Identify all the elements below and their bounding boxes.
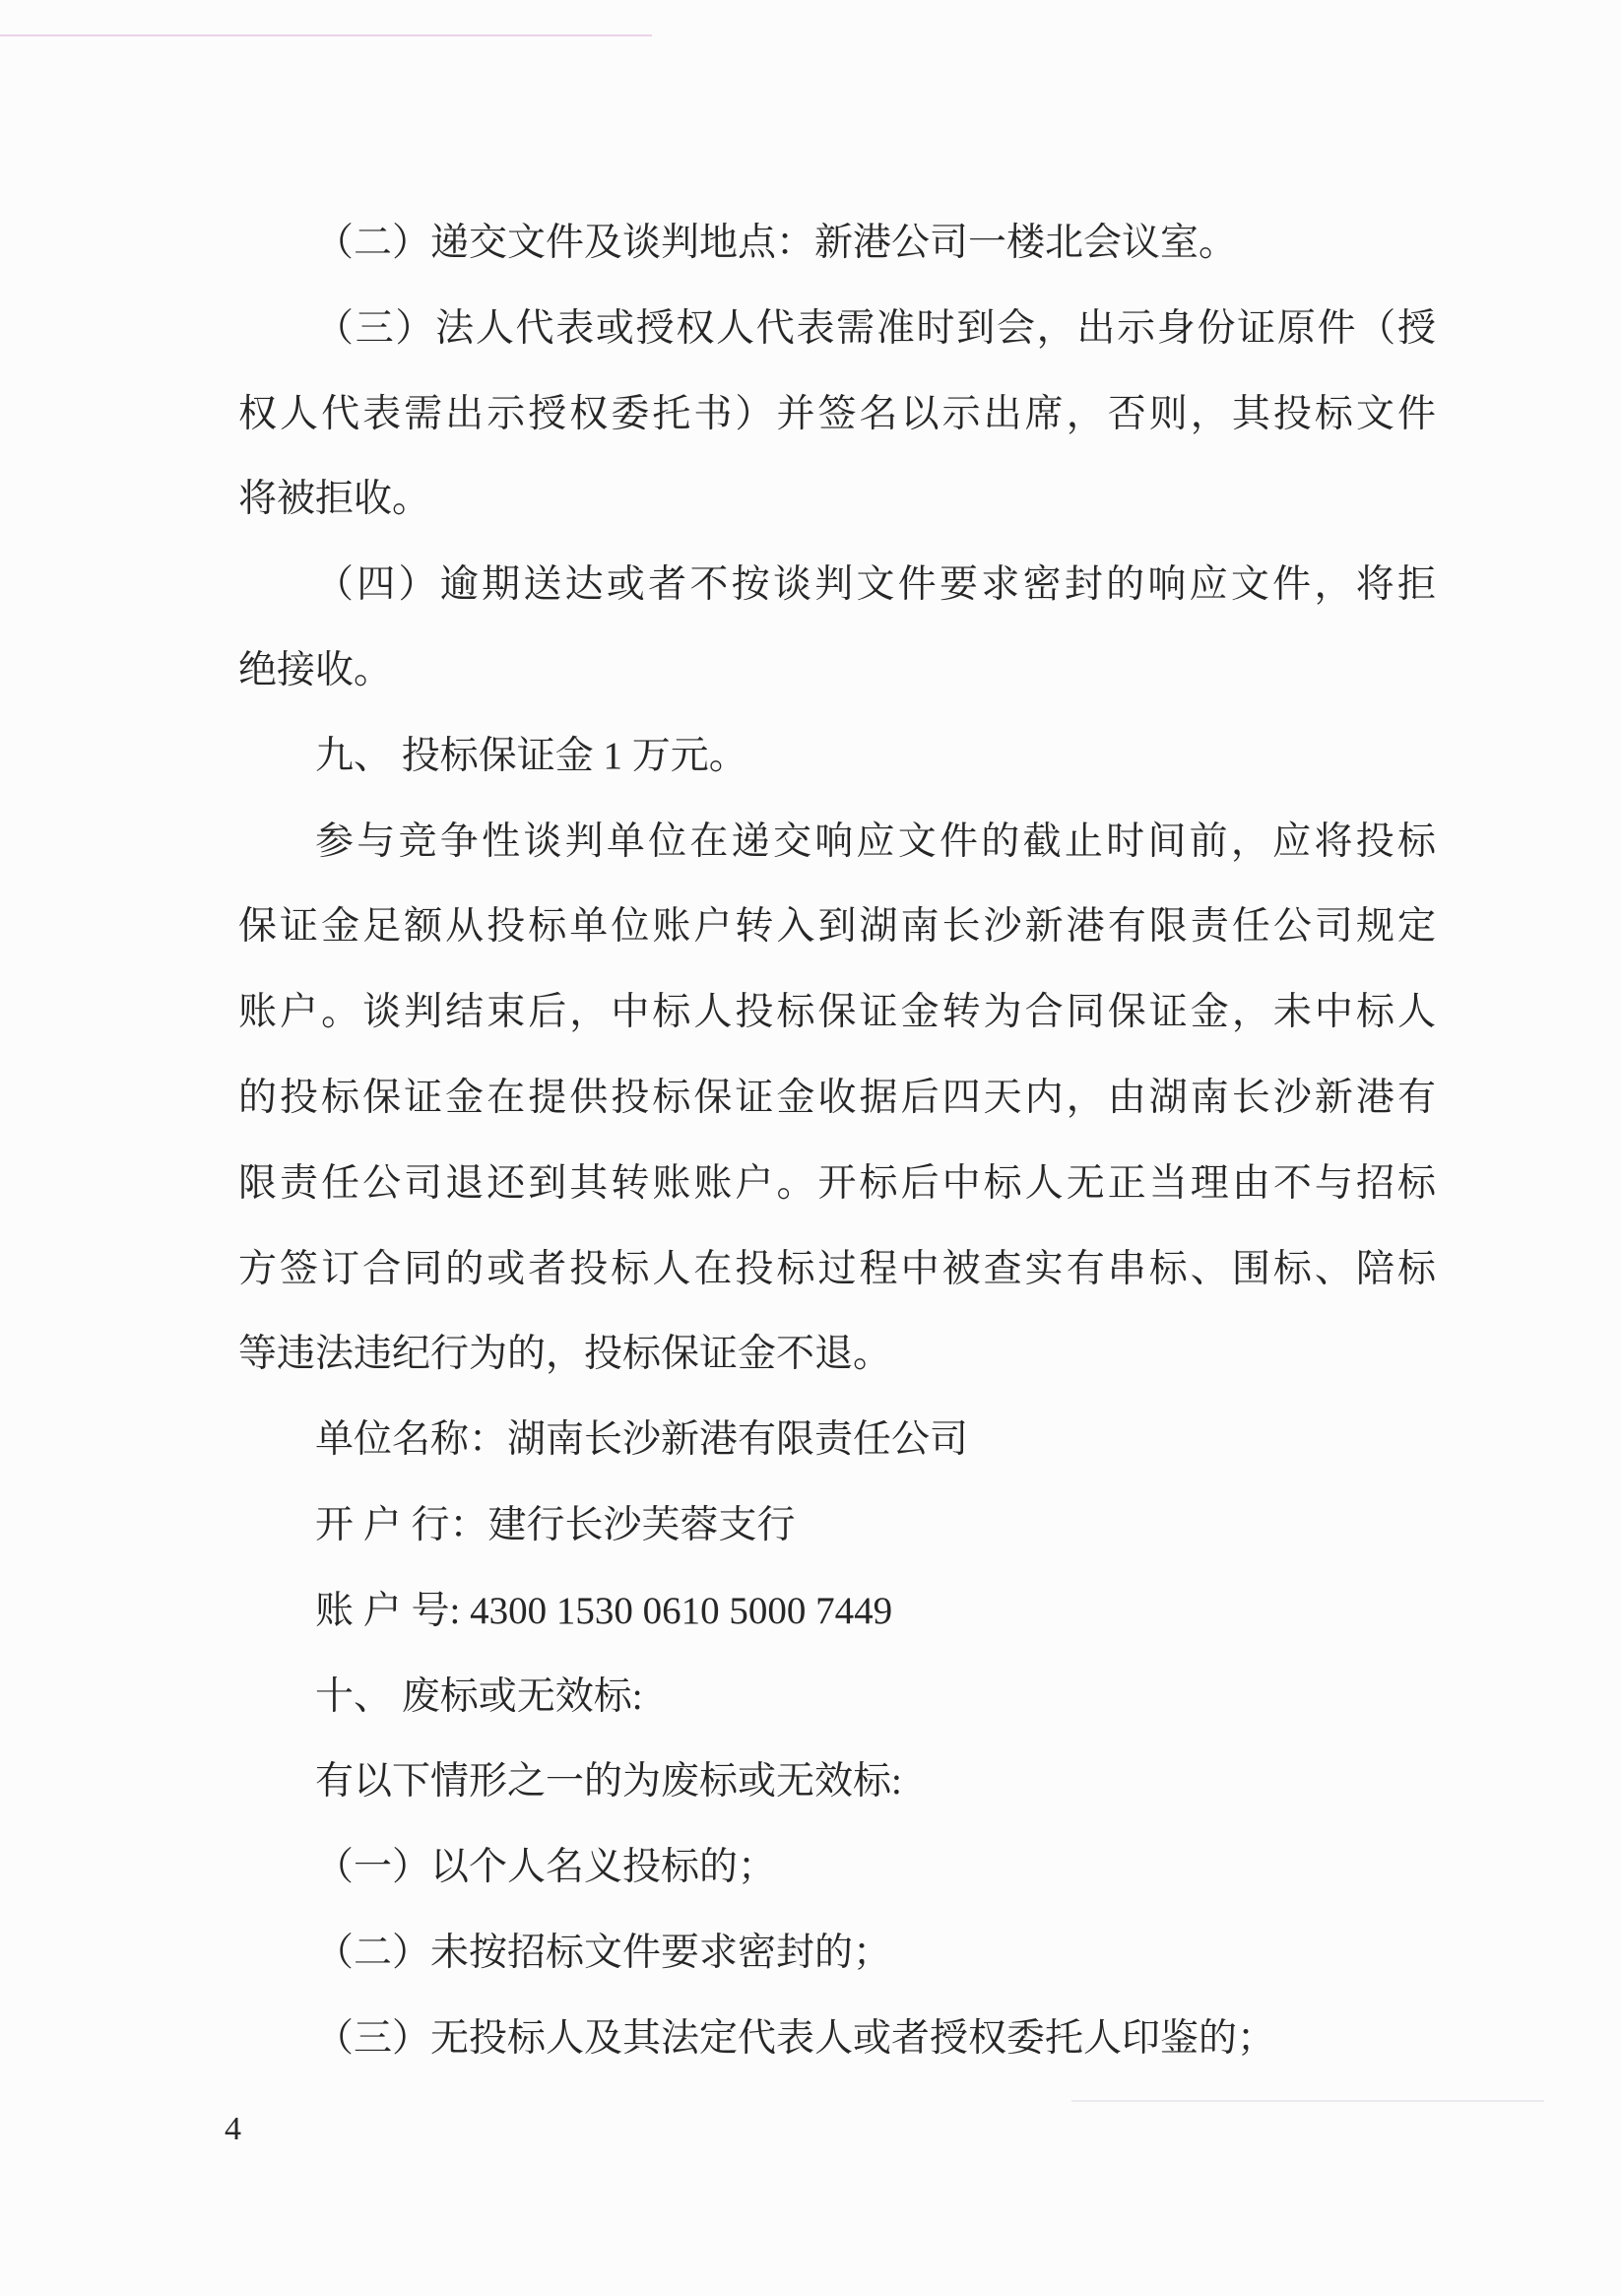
text-line: 参与竞争性谈判单位在递交响应文件的截止时间前，应将投标 xyxy=(315,820,1436,863)
text-line: （三）法人代表或授权人代表需准时到会，出示身份证原件（授 xyxy=(315,306,1436,350)
account-number-line: 账 户 号: 4300 1530 0610 5000 7449 xyxy=(315,1589,893,1632)
text-line: 保证金足额从投标单位账户转入到湖南长沙新港有限责任公司规定 xyxy=(238,905,1436,949)
company-name-line: 单位名称：湖南长沙新港有限责任公司 xyxy=(315,1418,969,1462)
text-line: 等违法违纪行为的，投标保证金不退。 xyxy=(238,1333,892,1376)
section-heading-nine: 九、 投标保证金 1 万元。 xyxy=(315,734,747,777)
list-item: （三）无投标人及其法定代表人或者授权委托人印鉴的； xyxy=(315,2016,1276,2060)
document-body xyxy=(238,201,1436,2082)
text-line: 将被拒收。 xyxy=(238,478,431,521)
scan-artifact-gray-line xyxy=(1071,2100,1544,2102)
text-line: 绝接收。 xyxy=(238,648,393,691)
text-line: 账户。谈判结束后，中标人投标保证金转为合同保证金，未中标人 xyxy=(238,991,1436,1034)
list-item: （一）以个人名义投标的； xyxy=(315,1846,777,1889)
text-line: 权人代表需出示授权委托书）并签名以示出席，否则，其投标文件 xyxy=(238,392,1436,435)
text-line: 限责任公司退还到其转账账户。开标后中标人无正当理由不与招标 xyxy=(238,1161,1436,1205)
list-item: （二）未按招标文件要求密封的； xyxy=(315,1931,892,1974)
text-line: 方签订合同的或者投标人在投标过程中被查实有串标、围标、陪标 xyxy=(238,1247,1436,1290)
section-heading-ten: 十、 废标或无效标: xyxy=(315,1674,643,1718)
scan-artifact-pink-line xyxy=(0,34,652,36)
page-number: 4 xyxy=(225,2111,241,2147)
bank-name-line: 开 户 行：建行长沙芙蓉支行 xyxy=(315,1503,796,1546)
text-line: 的投标保证金在提供投标保证金收据后四天内，由湖南长沙新港有 xyxy=(238,1076,1436,1119)
text-line: 有以下情形之一的为废标或无效标: xyxy=(315,1760,902,1804)
text-line: （四）逾期送达或者不按谈判文件要求密封的响应文件，将拒 xyxy=(315,563,1436,607)
text-line: （二）递交文件及谈判地点：新港公司一楼北会议室。 xyxy=(315,222,1238,264)
